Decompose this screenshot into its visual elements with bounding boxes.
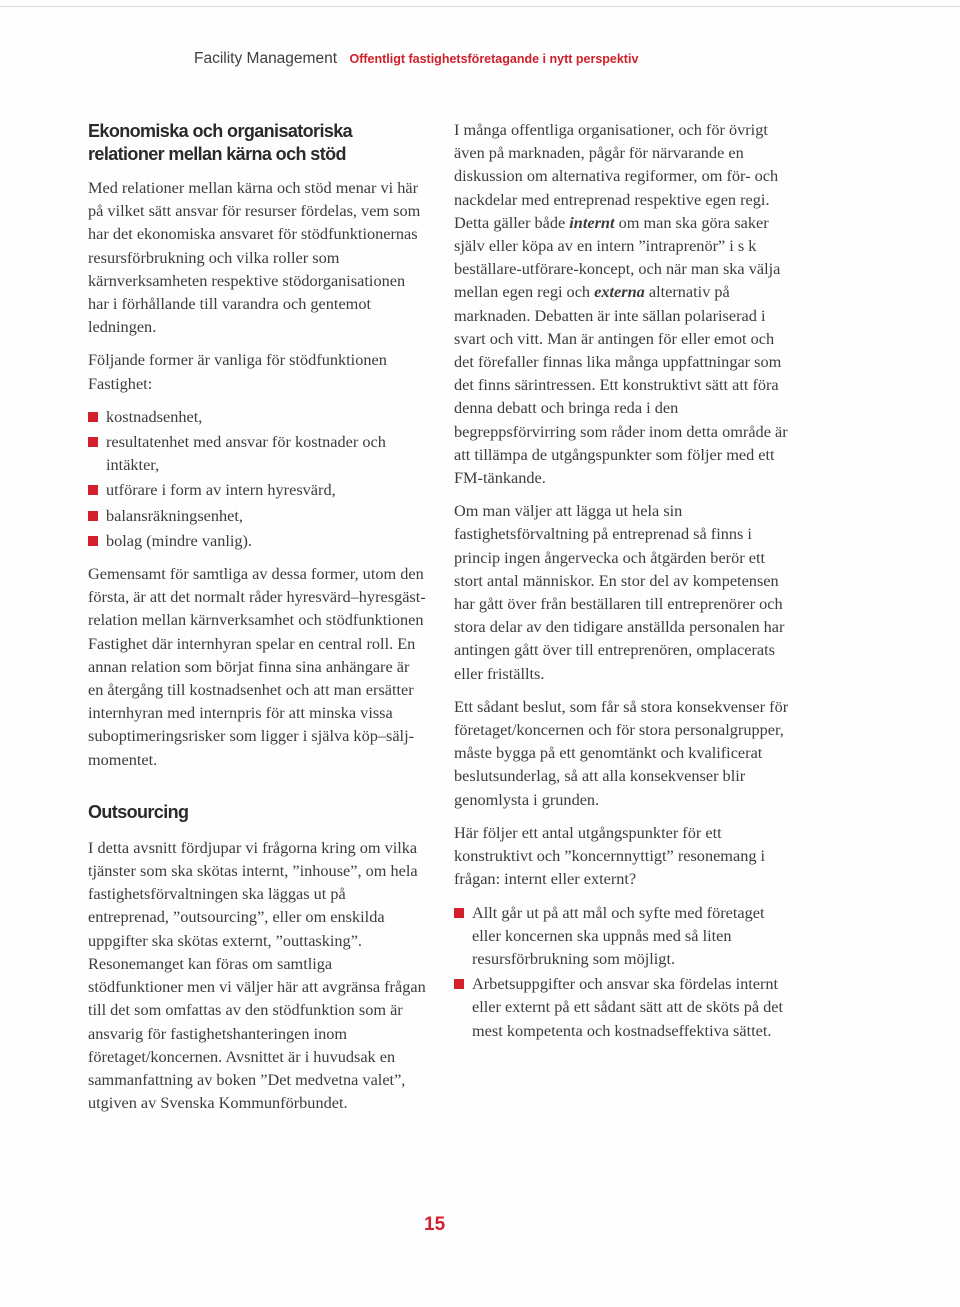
bullet-list-principles [454,901,794,1042]
square-bullet-icon [454,979,464,989]
paragraph: Om man väljer att lägga ut hela sin fastighetsförvaltning på entreprenad så finns i princip ingen ångervecka och åtgärden berör ett stort antal människor. En stor del av kompetensen har gått över från beställaren till entreprenörer och stora delar av den tidigare anställda personalen har antingen gått över till entreprenören, omplacerats eller friställts. [454,501,785,683]
header-series: Facility Management [194,50,338,67]
list-item [88,430,428,476]
list-item-text: Allt går ut på att mål och syfte med företaget eller koncernen ska uppnås med så liten resursförbrukning som möjligt. [472,902,765,968]
list-item-text: Arbetsuppgifter och ansvar ska fördelas internt eller externt på ett sådant sätt att de sköts på det mest kompetenta och kostnadseffektiva sättet. [472,974,784,1040]
text-run: om man ska göra saker själv eller köpa av en intern ”intraprenör” i s k beställare-utförare-koncept, och när man ska välja mellan egen regi och [454,212,781,302]
square-bullet-icon [88,536,98,546]
square-bullet-icon [88,437,98,447]
top-rule [0,6,960,7]
paragraph: Gemensamt för samtliga av dessa former, utom den första, är att det normalt råder hyresvärd–hyresgäst-relation mellan kärnverksamhet och stödfunktionen Fastighet där internhyran spelar en central roll. En annan relation som börjat finna sina anhängare är en återgång till kostnadsenhet och att man ersätter internhyran med internpris för att minska vissa suboptimeringsrisker som ligger i själva köp–sälj-momentet. [88,564,426,769]
text-run: I många offentliga organisationer, och för övrigt även på marknaden, pågår för närvarande en diskussion om alternativa regiformer, om för- och nackdelar med entreprenad respektive egen regi. Detta gäller både [454,120,779,232]
square-bullet-icon [88,412,98,422]
list-item-text: utförare i form av intern hyresvärd, [106,480,336,500]
list-item [88,405,428,428]
emphasis-internt: internt [569,212,615,232]
emphasis-externa: externa [594,282,645,302]
list-item [88,478,428,501]
square-bullet-icon [454,908,464,918]
list-item-text: resultatenhet med ansvar för kostnader och intäkter, [106,432,386,475]
list-item [88,529,428,552]
square-bullet-icon [88,511,98,521]
square-bullet-icon [88,485,98,495]
right-column [454,118,794,1052]
bullet-list-forms [88,405,428,552]
list-item-text: kostnadsenhet, [106,406,203,426]
list-item-text: balansräkningsenhet, [106,505,243,525]
paragraph: Följande former är vanliga för stödfunktionen Fastighet: [88,350,387,393]
paragraph: Med relationer mellan kärna och stöd menar vi här på vilket sätt ansvar för resurser fördelas, vem som har det ekonomiska ansvaret för stödfunktionernas resursförbrukning och vilka roller som kärnverksamheten respektive stödorganisationen har i förhållande till varandra och gentemot ledningen. [88,178,421,337]
running-header [194,50,638,68]
left-column [88,118,428,1124]
list-item-text: bolag (mindre vanlig). [106,530,253,550]
section-heading-relations: Ekonomiska och organisatoriska relationer mellan kärna och stöd [88,121,353,164]
list-item [454,972,794,1042]
list-item [454,901,794,971]
paragraph: Här följer ett antal utgångspunkter för ett konstruktivt och ”koncernnyttigt” resonemang i frågan: internt eller externt? [454,822,766,889]
text-run: alternativ på marknaden. Debatten är inte sällan polariserad i svart och vitt. Man är antingen för eller emot och det förefaller finnas lika många uppfattningar som det finns särintressen. Ett konstruktivt sätt att föra denna debatt och bringa reda i den begreppsförvirring som råder inom detta område är att tillämpa de utgångspunkter som följer med ett FM-tänkande. [454,282,788,488]
paragraph-regiformer [454,118,794,489]
header-subtitle: Offentligt fastighetsföretagande i nytt perspektiv [349,52,639,66]
paragraph: Ett sådant beslut, som får så stora konsekvenser för företaget/koncernen och för stora personalgrupper, måste bygga på ett genomtänkt och kvalificerat beslutsunderlag, så att alla konsekvenser blir genomlysta i grunden. [454,696,789,809]
page-number: 15 [424,1214,446,1235]
list-item [88,504,428,527]
paragraph: I detta avsnitt fördjupar vi frågorna kring om vilka tjänster som ska skötas internt, ”inhouse”, om hela fastighetsförvaltningen ska läggas ut på entreprenad, ”outsourcing”, eller om enskilda uppgifter ska skötas externt, ”outtasking”. Resonemanget kan föras om samtliga stödfunktioner men vi väljer här att avgränsa frågan till det som omfattas av den stödfunktion som är ansvarig för fastighetshanteringen inom företaget/koncernen. Avsnittet är i huvudsak en sammanfattning av boken ”Det medvetna valet”, utgiven av Svenska Kommunförbundet. [88,837,426,1113]
section-heading-outsourcing: Outsourcing [88,801,189,822]
